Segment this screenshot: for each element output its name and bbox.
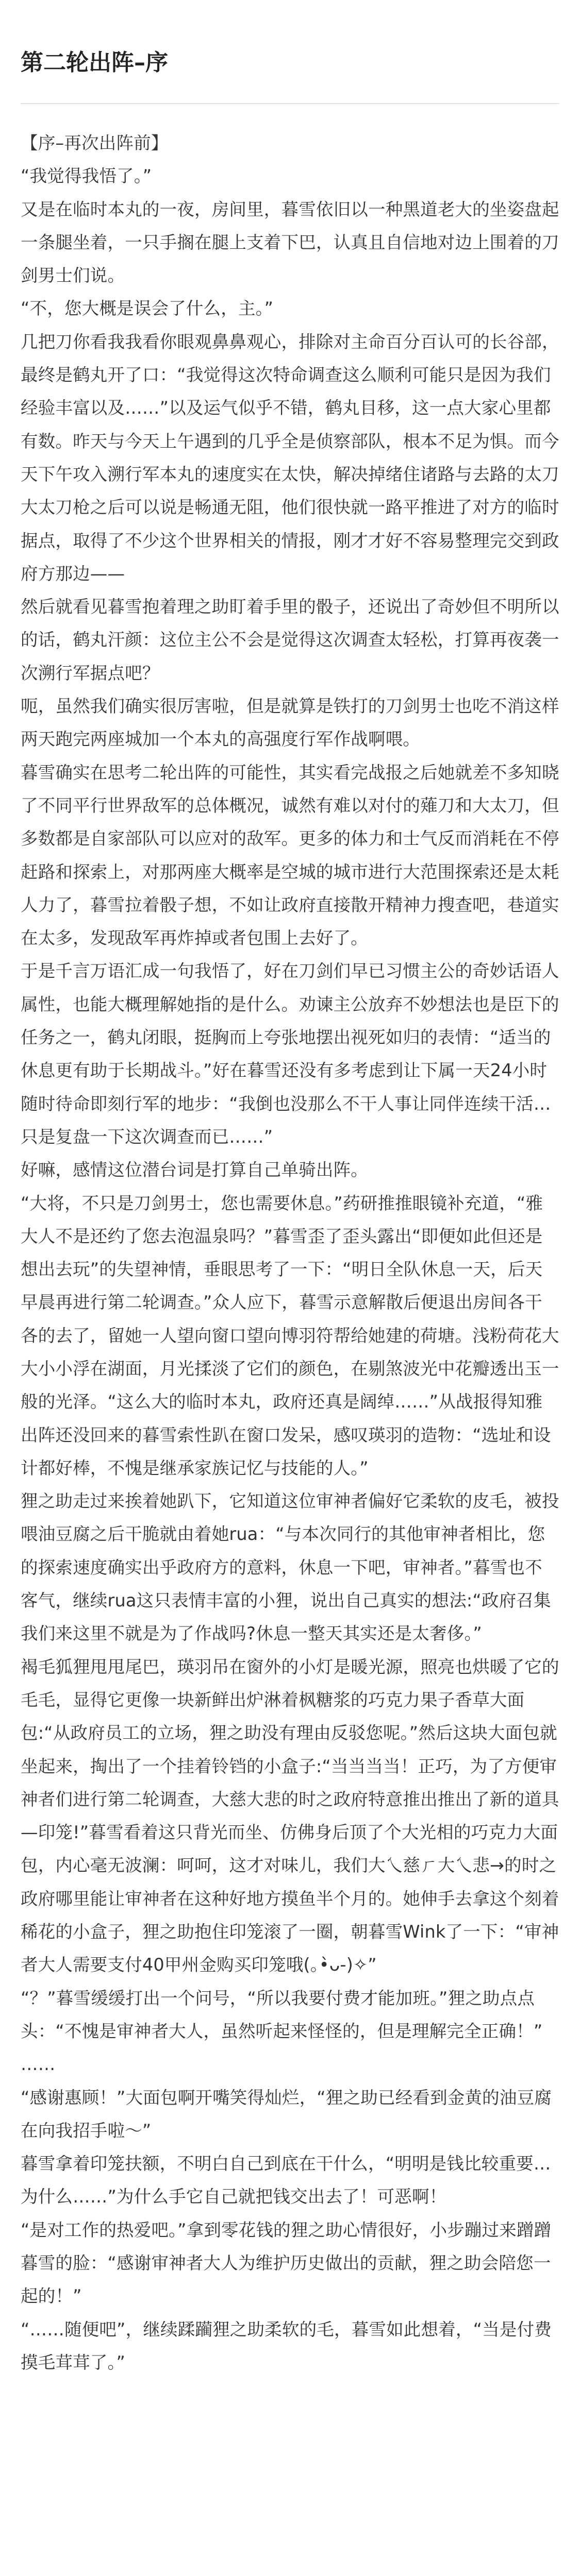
paragraph: “是对工作的热爱吧。”拿到零花钱的狸之助心情很好，小步蹦过来蹭蹭暮雪的脸：“感谢审神者大人为维护历史做出的贡献，狸之助会陪您一起的！” [21,2219,552,2307]
paragraph: “感谢惠顾！”大面包啊开嘴笑得灿烂，“狸之助已经看到金黄的油豆腐在向我招手啦～” [21,2087,552,2141]
paragraph: 几把刀你看我我看你眼观鼻鼻观心，排除对主命百分百认可的长谷部，最终是鹤丸开了口：“我觉得这次特命调查这么顺利可能只是因为我们经验丰富以及……”以及运气似乎不错，鹤丸目移，这一点大家心里都有数。昨天与今天上午遇到的几乎全是侦察部队，根本不足为惧。而今天下午攻入溯行军本丸的速度实在太快，解决掉绪住诸路与去路的太刀大太刀枪之后可以说是畅通无阻，他们很快就一路平推进了对方的临时据点，取得了不少这个世界相关的情报，刚才才好不容易整理完交到政府方那边—— [21,331,559,584]
paragraph: “大将，不只是刀剑男士，您也需要休息。”药研推推眼镜补充道，“雅大人不是还约了您去泡温泉吗？”暮雪歪了歪头露出“即便如此但还是想出去玩”的失望神情，垂眼思考了一下：“明日全队休息一天，后天早晨再进行第二轮调查。”众人应下，暮雪示意解散后便退出房间各干各的去了，留她一人望向窗口望向博羽符帮给她建的荷塘。浅粉荷花大大小小浮在湖面，月光揉淡了它们的颜色，在剔煞波光中花瓣透出玉一般的光泽。“这么大的临时本丸，政府还真是阔绰……”从战报得知雅出阵还没回来的暮雪索性趴在窗口发呆，感叹瑛羽的造物：“选址和设计都好棒，不愧是继承家族记忆与技能的人。” [21,1193,559,1478]
paragraph: 狸之助走过来挨着她趴下，它知道这位审神者偏好它柔软的皮毛，被投喂油豆腐之后干脆就由着她rua：“与本次同行的其他审神者相比，您的探索速度确实出乎政府方的意料，休息一下吧，审神者。”暮雪也不客气，继续rua这只表情丰富的小狸，说出自己真实的想法:“政府召集我们来这里不就是为了作战吗?休息一整天其实还是太奢侈。” [21,1491,559,1644]
title-divider [21,103,559,104]
scene-break: …… [21,2054,56,2075]
paragraph: “不，您大概是误会了什么，主。” [21,298,274,319]
paragraph: “？”暮雪缓缓打出一个问号，“所以我要付费才能加班。”狸之助点点头：“不愧是审神者大人，虽然听起来怪怪的，但是理解完全正确！” [21,1988,543,2041]
paragraph: 然后就看见暮雪抱着理之助盯着手里的骰子，还说出了奇妙但不明所以的话，鹤丸汗颜：这位主公不会是觉得这次调查太轻松，打算再夜袭一次溯行军据点吧？ [21,597,559,683]
paragraph: 好嘛，感情这位潜台词是打算自己单骑出阵。 [21,1160,368,1180]
paragraph: 褐毛狐狸甩甩尾巴，瑛羽吊在窗外的小灯是暖光源，照亮也烘暖了它的毛毛，显得它更像一块新鲜出炉淋着枫糖浆的巧克力果子香草大面包:“从政府员工的立场，狸之助没有理由反驳您呢。”然后这块大面包就坐起来，掏出了一个挂着铃铛的小盒子:“当当当当！正巧，为了方便审神者们进行第二轮调查，大慈大悲的时之政府特意推出推出了新的道具—印笼!”暮雪看着这只背光而坐、仿佛身后顶了个大光相的巧克力大面包，内心毫无波澜：呵呵，这才对味儿，我们大乀慈ㄏ大乀悲→的时之政府哪里能让审神者在这种好地方摸鱼半个月的。她伸手去拿这个刻着稀花的小盒子，狸之助抱住印笼滚了一圈，朝暮雪Wink了一下：“审神者大人需要支付40甲州金购买印笼哦(｡•̀ᴗ-)✧” [21,1656,559,1975]
paragraph: 于是千言万语汇成一句我悟了，好在刀剑们早已习惯主公的奇妙话语人属性，也能大概理解她指的是什么。劝谏主公放弃不妙想法也是臣下的任务之一，鹤丸闭眼，挺胸而上夸张地摆出视死如归的表情：“适当的休息更有助于长期战斗。”好在暮雪还没有多考虑到让下属一天24小时随时待命即刻行军的地步：“我倒也没那么不干人事让同伴连续干活…只是复盘一下这次调查而已……” [21,961,559,1147]
page-title: 第二轮出阵–序 [21,49,168,76]
paragraph: 呃，虽然我们确实很厉害啦，但是就算是铁打的刀剑男士也吃不消这样两天跑完两座城加一个本丸的高强度行军作战啊喂。 [21,696,559,750]
paragraph: 暮雪确实在思考二轮出阵的可能性，其实看完战报之后她就差不多知晓了不同平行世界敌军的总体概况，诚然有难以对付的薙刀和大太刀，但多数都是自家部队可以应对的敌军。更多的体力和士气反而消耗在不停赶路和探索上，对那两座大概率是空城的城市进行大范围探索还是太耗人力了，暮雪拉着骰子想，不如让政府直接散开精神力搜查吧，巷道实在太多，发现敌军再炸掉或者包围上去好了。 [21,762,559,948]
section-heading: 【序–再次出阵前】 [21,133,169,153]
paragraph: 又是在临时本丸的一夜，房间里，暮雪依旧以一种黑道老大的坐姿盘起一条腿坐着，一只手搁在腿上支着下巴，认真且自信地对边上围着的刀剑男士们说。 [21,199,559,286]
paragraph: “我觉得我悟了。” [21,166,152,187]
paragraph: “……随便吧”，继续蹂躏狸之助柔软的毛，暮雪如此想着，“当是付费摸毛茸茸了。” [21,2319,552,2372]
paragraph: 暮雪拿着印笼扶额，不明白自己到底在干什么，“明明是钱比较重要…为什么……”为什么手它自己就把钱交出去了！可恶啊！ [21,2154,551,2207]
article-body [21,127,559,2379]
